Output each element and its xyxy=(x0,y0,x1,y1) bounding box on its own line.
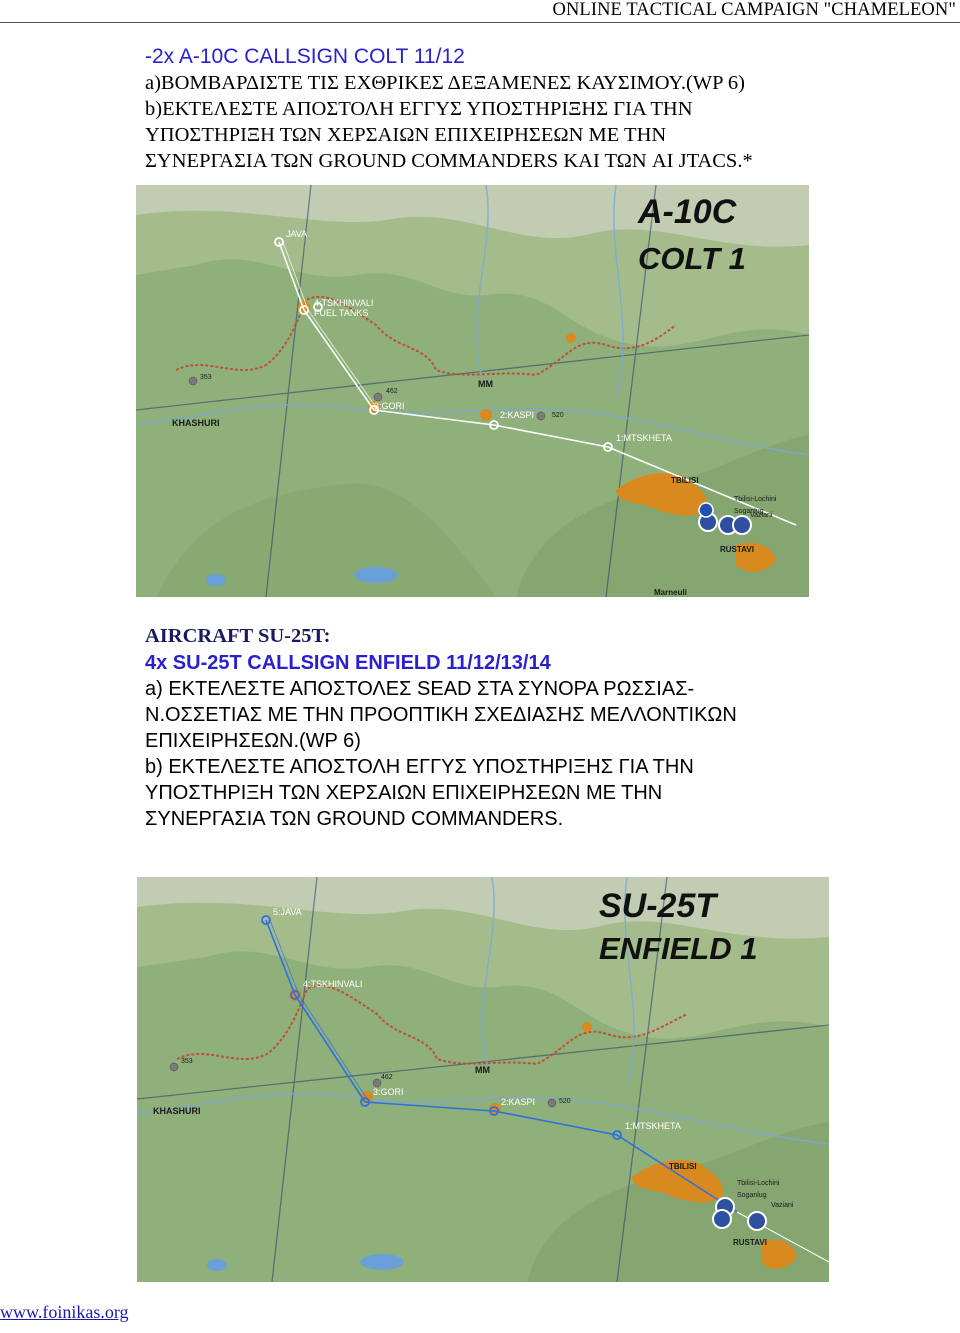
flight-title-enfield: 4x SU-25T CALLSIGN ENFIELD 11/12/13/14 xyxy=(145,652,551,674)
map-colt xyxy=(136,185,809,597)
section-su25t xyxy=(145,623,737,832)
wp2-tskhinvali: 4:TSKHINVALI xyxy=(303,979,363,989)
wp2-java: 5:JAVA xyxy=(273,907,302,917)
handwritten-aircraft: A-10C xyxy=(638,193,737,231)
wp2-kaspi: 2:KASPI xyxy=(501,1097,536,1107)
elev2-520: 520 xyxy=(559,1098,571,1105)
task-line-1: a)ΒΟΜΒΑΡΔΙΣΤΕ ΤΙΣ ΕΧΘΡΙΚΕΣ ΔΕΞΑΜΕΝΕΣ ΚΑΥΣΙΜΟΥ.(WP 6) xyxy=(145,72,745,94)
place2-soganlug: Soganlug xyxy=(737,1192,767,1199)
wp-tskhinvali: 4:TSKHINVALI xyxy=(314,298,374,308)
section-a10c xyxy=(145,44,753,174)
page-header: ONLINE TACTICAL CAMPAIGN "CHAMELEON" xyxy=(552,0,956,20)
map-enfield-graphic xyxy=(137,877,829,1282)
handwritten2-callsign: ENFIELD 1 xyxy=(599,931,758,966)
elev-462: 462 xyxy=(386,388,398,395)
flight-title-colt: -2x A-10C CALLSIGN COLT 11/12 xyxy=(145,45,465,68)
task2-line-5: ΥΠΟΣΤΗΡΙΞΗ ΤΩΝ ΧΕΡΣΑΙΩΝ ΕΠΙΧΕΙΡΗΣΕΩΝ ΜΕ ΤΗΝ xyxy=(145,782,663,804)
wp2-gori: 3:GORI xyxy=(373,1087,404,1097)
task2-line-4: b) ΕΚΤΕΛΕΣΤΕ ΑΠΟΣΤΟΛΗ ΕΓΓΥΣ ΥΠΟΣΤΗΡΙΞΗΣ ΓΙΑ ΤΗΝ xyxy=(145,756,694,778)
place2-mm: MM xyxy=(475,1065,490,1075)
task-line-3: ΥΠΟΣΤΗΡΙΞΗ ΤΩΝ ΧΕΡΣΑΙΩΝ ΕΠΙΧΕΙΡΗΣΕΩΝ ΜΕ ΤΗΝ xyxy=(145,124,667,146)
task-line-4: ΣΥΝΕΡΓΑΣΙΑ ΤΩΝ GROUND COMMANDERS ΚΑΙ ΤΩΝ AI JTACS.* xyxy=(145,150,753,172)
place-mm: MM xyxy=(478,379,493,389)
place-khashuri: KHASHURI xyxy=(172,418,220,428)
place-lochini: Tbilisi-Lochini xyxy=(734,496,777,503)
elev-353: 353 xyxy=(200,374,212,381)
task2-line-2: Ν.ΟΣΣΕΤΙΑΣ ΜΕ ΤΗΝ ΠΡΟΟΠΤΙΚΗ ΣΧΕΔΙΑΣΗΣ ΜΕΛΛΟΝΤΙΚΩΝ xyxy=(145,704,737,726)
task-line-2: b)ΕΚΤΕΛΕΣΤΕ ΑΠΟΣΤΟΛΗ ΕΓΓΥΣ ΥΠΟΣΤΗΡΙΞΗΣ ΓΙΑ ΤΗΝ xyxy=(145,98,693,120)
elev2-353: 353 xyxy=(181,1058,193,1065)
place-tbilisi: TBILISI xyxy=(671,476,699,485)
place2-lochini: Tbilisi-Lochini xyxy=(737,1180,780,1187)
task2-line-6: ΣΥΝΕΡΓΑΣΙΑ ΤΩΝ GROUND COMMANDERS. xyxy=(145,808,564,830)
task2-line-3: ΕΠΙΧΕΙΡΗΣΕΩΝ.(WP 6) xyxy=(145,730,361,752)
aircraft-title: AIRCRAFT SU-25T: xyxy=(145,625,331,647)
place2-tbilisi: TBILISI xyxy=(669,1162,697,1171)
map-enfield xyxy=(137,877,829,1282)
wp-fuel-tanks: FUEL TANKS xyxy=(314,308,369,318)
elev-520: 520 xyxy=(552,412,564,419)
place-marneuli: Marneuli xyxy=(654,588,687,597)
header-rule xyxy=(0,22,960,23)
wp-kaspi: 2:KASPI xyxy=(500,410,535,420)
place2-vaziani: Vaziani xyxy=(771,1202,794,1209)
footer-link[interactable]: www.foinikas.org xyxy=(0,1302,129,1322)
wp-java: JAVA xyxy=(286,229,308,239)
place2-rustavi: RUSTAVI xyxy=(733,1238,767,1247)
place-vaziani: Vaziani xyxy=(750,512,773,519)
place-rustavi: RUSTAVI xyxy=(720,545,754,554)
wp-mtskheta: 1:MTSKHETA xyxy=(616,433,672,443)
handwritten-callsign: COLT 1 xyxy=(638,241,746,276)
wp-gori: 3:GORI xyxy=(374,401,405,411)
place-soganlug: Soganlug xyxy=(734,508,764,515)
place2-khashuri: KHASHURI xyxy=(153,1106,201,1116)
handwritten2-aircraft: SU-25T xyxy=(599,887,717,925)
elev2-462: 462 xyxy=(381,1074,393,1081)
map-colt-graphic xyxy=(136,185,809,597)
task2-line-1: a) ΕΚΤΕΛΕΣΤΕ ΑΠΟΣΤΟΛΕΣ SEAD ΣΤΑ ΣΥΝΟΡΑ ΡΩΣΣΙΑΣ- xyxy=(145,678,695,700)
wp2-mtskheta: 1:MTSKHETA xyxy=(625,1121,681,1131)
